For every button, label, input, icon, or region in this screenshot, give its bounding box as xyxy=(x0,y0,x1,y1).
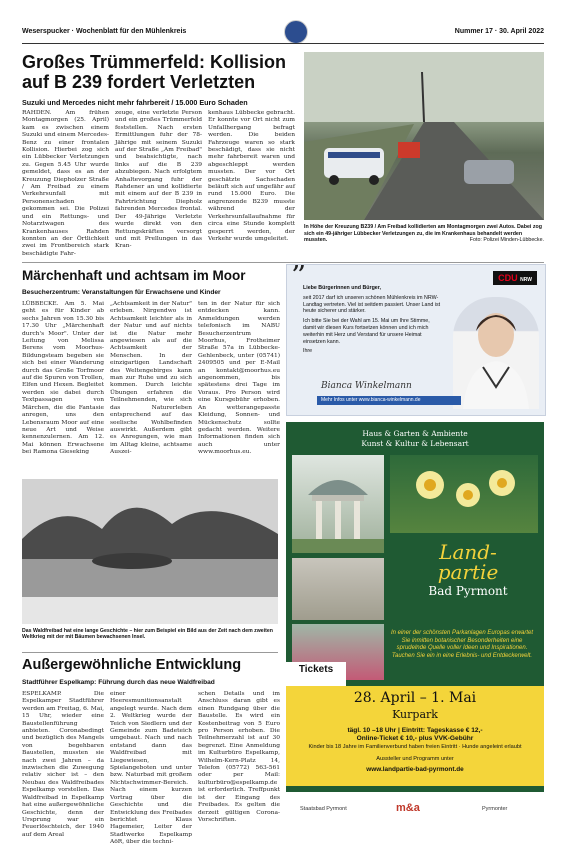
title-land: Land- xyxy=(439,540,497,564)
landpartie-description: In einer der schönsten Parkanlagen Europas erwartet Sie inmitten botanischer Besonderheiten eine sprudelnde Quelle voller Ideen und Inspirationen. Tauchen Sie ein in eine Erlebnis- und Entdeckerwelt. xyxy=(390,630,534,659)
masthead xyxy=(22,26,544,40)
cdu-logo-text: CDU xyxy=(498,273,518,283)
article1-col2: zeuge, eine verletzte Person und ein großes Trümmerfeld feststellen. Nach ersten Ermittlungen fuhr der 78-Jährige mit seinem Suzuki auf der Straße „Am Freibad" und beabsichtigte, nach links auf die B 239 abzubiegen. Nach erfolgtem Anhaltevorgang fuhr der Rahdener an und kollidierte mit einem auf der B 239 in Fahrtrichtung Diepholz fahrenden Mercedes frontal. Der 49-Jährige Verletzte wurde direkt von den Rettungskräften versorgt und mit Prellungen in das Kran- xyxy=(115,110,202,250)
garden-decor-photo xyxy=(292,558,384,620)
sponsor-logos xyxy=(286,792,544,832)
cdu-text-2: Ich bitte Sie bei der Wahl am 15. Mai um Ihre Stimme, damit wir diesen Kurs fortsetzen können und ich mich weiterhin mit Herz und Verstand für unsere Heimat einsetzen kann. xyxy=(303,318,430,345)
landpartie-url[interactable]: www.landpartie-bad-pyrmont.de xyxy=(366,766,464,773)
landpartie-advertisement[interactable] xyxy=(286,422,544,832)
article3-col3: schen Details und im Anschluss daran gibt es einen Rundgang über die Baustelle. Es wird ein Kostenbeitrag von 5 Euro pro Person erhoben. Die Teilnehmerzahl ist auf 30 begrenzt. Eine Anmeldung im Kulturbüro Espelkamp, Wilhelm-Kern-Platz 14, Telefon (05772) 563-561 oder per Mail: kulturbüro@espelkamp.de ist erforderlich. Treffpunkt ist der Eingang des Freibades. Es gelten die derzeit gültigen Corona-Vorschriften. xyxy=(198,691,280,823)
tagline-2: Kunst & Kultur & Lebensart xyxy=(361,439,469,448)
headline-line-1: Großes Trümmerfeld: Kollision xyxy=(22,52,287,72)
tagline-1: Haus & Garten & Ambiente xyxy=(362,429,468,438)
signature: Bianca Winkelmann xyxy=(321,381,412,391)
person-icon xyxy=(453,297,539,409)
caption-text: In Höhe der Kreuzung B239 / Am Freibad kollidierten am Montagmorgen zwei Autos. Dabei zog sich ein 49-jähriger Lübbecker Verletzungen zu, die im Krankenhaus behandelt werden mussten. xyxy=(304,224,542,244)
title-partie: partie xyxy=(437,560,499,584)
cdu-text-1: seit 2017 darf ich unseren schönen Mühlenkreis im NRW-Landtag vertreten. Viel ist seitdem passiert. Unser Land ist heute sicherer und stärker. xyxy=(303,294,441,315)
landpartie-info-box xyxy=(286,686,544,786)
sponsor-ma: m&a xyxy=(396,802,420,814)
tickets-box[interactable] xyxy=(286,662,346,686)
cdu-advertisement[interactable] xyxy=(286,264,546,416)
article3-subhead: Stadtführer Espelkamp: Führung durch das neue Waldfreibad xyxy=(22,679,215,686)
photo-credit: Foto: Polizei Minden-Lübbecke. xyxy=(469,237,544,244)
cdu-logo xyxy=(493,271,537,285)
headline-line-2: auf B 239 fordert Verletzten xyxy=(22,72,256,92)
candidate-portrait xyxy=(453,297,539,409)
cdu-link-bar[interactable]: Mehr Infos unter www.bianca-winkelmann.de xyxy=(317,396,461,405)
article1-subhead: Suzuki und Mercedes nicht mehr fahrbereit / 15.000 Euro Schaden xyxy=(22,98,248,107)
event-venue: Kurpark xyxy=(392,708,438,721)
article1-col3: kenhaus Lübbecke gebracht. Er konnte vor Ort nicht zum Unfallhergang befragt werden. Die beiden Fahrzeuge waren so stark beschädigt, dass sie nicht mehr fahrbereit waren und abgeschleppt werden mussten. Der vor Ort geschätzte Sachschaden beläuft sich auf ungefähr auf rund 15.000 Euro. Die angrenzende B239 musste während der Verkehrsunfallaufnahme für circa eine Stunde komplett gesperrt werden, der Verkehr wurde umgeleitet. xyxy=(208,110,295,242)
cdu-logo-suffix: NRW xyxy=(520,277,532,283)
article3-col1: ESPELKAMP. Die Espelkamper Stadtführer werden am Freitag, 6. Mai, 15 Uhr, wieder eine Baustellenführung anbieten. Coronabedingt und bezüglich des Mangels von begehbaren Baustellen, mussten sie nach zwei Jahren – da inzwischen die Zuwegung relativ sicher ist – den Neubau des Waldfreibades Espelkamp vorstellen. Das Waldfreibad in Espelkamp hat eine außergewöhnliche Geschichte, denn der Ursprung war ein Feuerlöschteich, der 1940 auf dem Areal xyxy=(22,691,104,838)
event-info xyxy=(286,727,544,751)
article1-headline xyxy=(22,52,312,92)
landpartie-title xyxy=(398,540,538,598)
issue-date: Nummer 17 · 30. April 2022 xyxy=(454,28,544,35)
article2-headline: Märchenhaft und achtsam im Moor xyxy=(22,268,246,283)
tickets-label: Tickets xyxy=(298,664,334,675)
masthead-title: Weserspucker · Wochenblatt für den Mühlenkreis xyxy=(22,28,187,35)
waldfreibad-historic-photo xyxy=(22,479,278,624)
article1-col1: RAHDEN. Am frühen Montagmorgen (25. April) kam es zwischen einem Suzuki und einem Mercedes-Benz zu einer frontalen Kollision. Hierbei zog sich ein Lübbecker Verletzungen zu. Gegen 5.45 Uhr wurde gemeldet, dass es an der Kreuzung Diepholzer Straße / Am Freibad zu einem Verkehrsunfall mit Personenschaden gekommen sei. Die Polizei und ein Rettungs- und Notarztwagen des Krankenhauses Rahden konnten an der Örtlichkeit zwei im Frontbereich stark beschädigte Fahr- xyxy=(22,110,109,257)
pavilion-photo xyxy=(292,455,384,553)
sponsor-staatsbad: Staatsbad Pyrmont xyxy=(300,806,347,812)
info-line-1: tägl. 10 –18 Uhr | Eintritt: Tageskasse € 12,- xyxy=(347,727,483,734)
section-divider xyxy=(22,262,544,263)
article3-col2: einer Heeresmunitionsanstalt angelegt wurde. Nach dem 2. Weltkrieg wurde der Teich von Siedlern und der Gemeinde zum Badeteich umgebaut. Nach und nach entstand dann das Waldfreibad mit Liegewiesen, Spielangeboten und unter bzw. Naturbad mit großem Nichtschwimmer-Bereich. Nach einem kurzen Vortrag über die Geschichte und die Entwicklung des Freibades berichtet Klaus Hagemeier, Leiter der Stadtwerke Espelkamp AöR, über die techni- xyxy=(110,691,192,846)
article2-col2: „Achtsamkeit in der Natur" erleben. Nirgendwo ist Achtsamkeit leichter als in der Natur und auf nichts ist die Natur mehr angewiesen als auf die Achtsamkeit der Menschen. In der einzigartigen Landschaft des Weltengebirges kann man zur Ruhe und zu sich kommen. Durch leichte Übungen erfahren die Teilnehmenden, wie sich das Naturerleben entsprechend auf das seelische Wohlbefinden auswirkt. Außerdem gibt es Anregungen, wie man im Alltag kleine, achtsame Auszei- xyxy=(110,301,192,456)
section-divider-2 xyxy=(22,652,278,653)
cdu-letter xyxy=(303,285,443,355)
event-dates: 28. April – 1. Mai xyxy=(353,690,477,706)
daffodil-icon xyxy=(390,455,538,533)
cdu-greeting: Liebe Bürgerinnen und Bürger, xyxy=(303,285,381,291)
cdu-closing: Ihre xyxy=(303,348,313,355)
accident-scene-icon xyxy=(304,52,544,220)
waldfreibad-caption: Das Waldfreibad hat eine lange Geschichte – hier zum Beispiel ein Bild aus der Zeit nach dem zweiten Weltkrieg mit der mit Bäumen bewachsenen Insel. xyxy=(22,628,273,641)
accident-photo-caption xyxy=(304,224,544,244)
pond-with-trees-icon xyxy=(22,479,278,624)
info-line-2: Online-Ticket € 10,- plus VVK-Gebühr xyxy=(356,735,474,742)
exhibitor-label: Aussteller und Programm unter xyxy=(376,756,454,762)
landpartie-tagline xyxy=(286,429,544,449)
article2-col3: ten in der Natur für sich entdecken kann. Anmeldungen werden telefonisch im NABU Besucherzentrum Moorhus, Frotheimer Straße 57a in Lübbecke-Gehlenbeck, unter (05741) 2409505 und per E-Mail an kontakt@moorhus.eu angenommen, bis spätestens drei Tage im Voraus. Pro Person wird eine Kursgebühr erhoben. An wetterangepasste Kleidung, Sonnen- und Mückenschutz sollte gedacht werden. Weitere Informationen finden sich auch unter www.moorhus.eu. xyxy=(198,301,280,456)
daffodil-photo xyxy=(390,455,538,533)
article3-headline: Außergewöhnliche Entwicklung xyxy=(22,657,242,673)
pavilion-icon xyxy=(292,455,384,553)
info-line-3: Kinder bis 18 Jahre im Familienverbund haben freien Eintritt · Hunde angeleint erlaubt xyxy=(308,744,522,750)
newspaper-logo-icon xyxy=(284,20,308,44)
article2-subhead: Besucherzentrum: Veranstaltungen für Erwachsene und Kinder xyxy=(22,289,221,296)
quote-icon: ” xyxy=(291,264,307,294)
sponsor-pyrmonter: Pyrmonter xyxy=(482,806,508,812)
accident-photo xyxy=(304,52,544,220)
masthead-rule xyxy=(22,43,544,44)
article2-col1: LÜBBECKE. Am 5. Mai geht es für Kinder ab sechs Jahren von 15.30 bis 17.30 Uhr „Märchenhaft durch's Moor". Unter der Leitung von Melissa Berens vom Moorhus-Bildungsteam begeben sie sich bei einer Wanderung durch das Große Torfmoor auf die Spuren von Trollen, Elfen und Hexen. Begleitet werden sie dabei durch Textpassagen von Märchen, die die Fantasie anregen, uns den Lebensraum Moor auf eine neue Art und Weise kennenzulernen. Am 12. Mai können Erwachsene bei Ramona Gieseking xyxy=(22,301,104,456)
title-bad-pyrmont: Bad Pyrmont xyxy=(428,584,508,598)
